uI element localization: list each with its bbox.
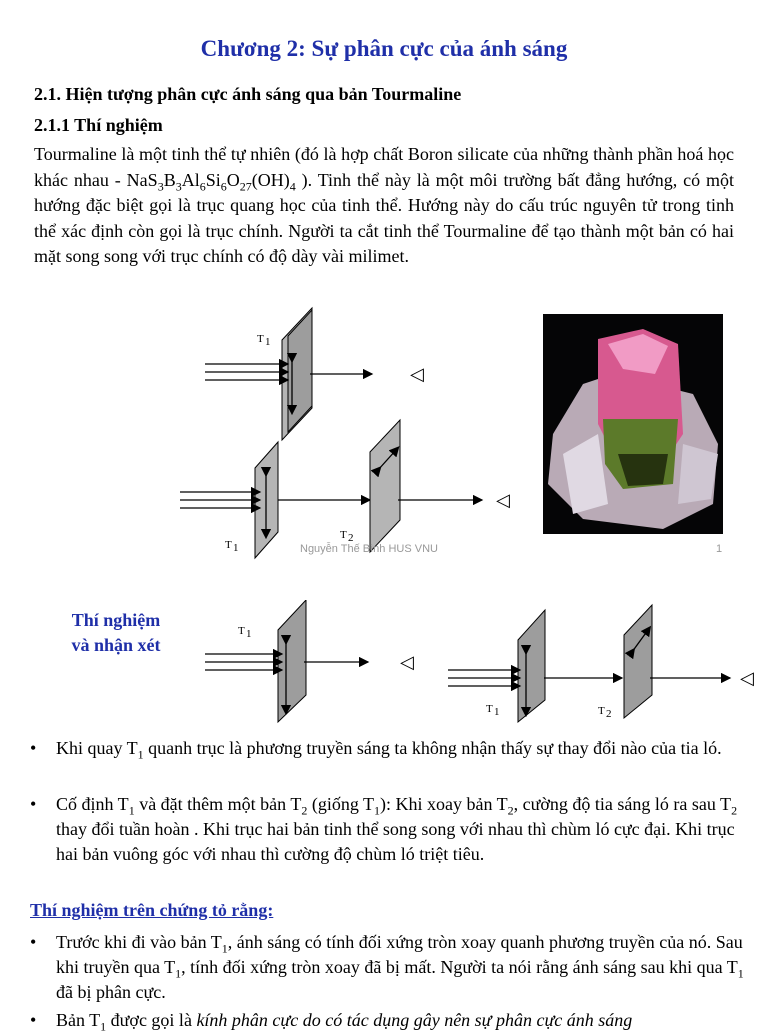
svg-text:1: 1	[233, 542, 239, 554]
svg-text:2: 2	[348, 532, 354, 544]
bullet-2: • Cố định $T_1$ và đặt thêm một bản $T_2$ (giống $T_1$): Khi xoay bản $T_2$, cường độ tia sáng ló ra sau $T_2$ thay đổi tuần hoàn . Khi trục hai bản tinh thể song song với nhau thì chùm ló cực đại. Khi trục hai bản vuông góc với nhau thì cường độ chùm ló triệt tiêu.	[30, 794, 738, 864]
footer-author: Nguyễn Thế Bình HUS VNU	[300, 543, 438, 555]
svg-text:2: 2	[606, 708, 612, 720]
bullet-4: • Bản $T_1$ được gọi là kính phân cực do có tác dụng gây nên sự phân cực ánh sáng	[30, 1010, 633, 1034]
footer-page-number: 1	[716, 543, 723, 555]
svg-text:◁: ◁	[740, 668, 754, 688]
eye-icon: ◁	[410, 364, 424, 384]
tourmaline-photo	[543, 314, 723, 534]
svg-text:T: T	[340, 529, 347, 541]
experiment-diagram-bottom	[200, 600, 768, 725]
conclusion-heading: Thí nghiệm trên chứng tỏ rằng:	[30, 900, 274, 920]
bullet-1: • Khi quay $T_1$ quanh trục là phương truyền sáng ta không nhận thấy sự thay đổi nào của tia ló.	[30, 738, 722, 762]
intro-paragraph: Tourmaline là một tinh thể tự nhiên (đó là hợp chất Boron silicate của những thành phần hoá học khác nhau - $NaS_3B_3Al_6Si_6O_{27}(OH)_4$ ). Tinh thể này là một môi trường bất đẳng hướng, có một hướng đặc biệt gọi là trục quang học của tinh thể. Hướng này do cấu trúc nguyên tử trong tinh thể xác định còn gọi là trục chính. Người ta cắt tinh thể Tourmaline để tạo thành một bản có hai mặt song song với trục chính có độ dày vài milimet.	[34, 144, 734, 266]
svg-text:1: 1	[246, 628, 252, 640]
subsection-heading: 2.1.1 Thí nghiệm	[34, 115, 163, 135]
section-heading: 2.1. Hiện tượng phân cực ánh sáng qua bản Tourmaline	[34, 84, 462, 104]
svg-text:T: T	[598, 705, 605, 717]
svg-text:◁: ◁	[496, 490, 510, 510]
svg-text:T: T	[238, 625, 245, 637]
svg-text:1: 1	[265, 336, 271, 348]
svg-text:◁: ◁	[400, 652, 414, 672]
experiment-diagram-top	[170, 300, 530, 560]
svg-text:T: T	[486, 703, 493, 715]
para-part1: Tourmaline là một tinh thể tự nhiên (đó là hợp chất Boron silicate của những thành phần hoá học khác nhau - NaS	[34, 144, 734, 190]
para-part2: ). Tinh thể này là một môi trường bất đẳng hướng, có một hướng đặc biệt gọi là trục quang học của tinh thể. Hướng này do cấu trúc nguyên tử trong tinh thể xác định còn gọi là trục chính. Người ta cắt tinh thể Tourmaline để tạo thành một bản có hai mặt song song với trục chính có độ dày vài milimet.	[34, 169, 734, 266]
bullet-3: • Trước khi đi vào bản $T_1$, ánh sáng có tính đối xứng tròn xoay quanh phương truyền của nó. Sau khi truyền qua $T_1$, tính đối xứng tròn xoay đã bị mất. Người ta nói rằng ánh sáng sau khi qua $T_1$ đã bị phân cực.	[30, 932, 744, 1002]
side-label: Thí nghiệm và nhận xét	[71, 610, 161, 655]
svg-text:T: T	[257, 333, 264, 345]
page-title: Chương 2: Sự phân cực của ánh sáng	[200, 36, 568, 61]
svg-text:1: 1	[494, 706, 500, 718]
svg-text:T: T	[225, 539, 232, 551]
